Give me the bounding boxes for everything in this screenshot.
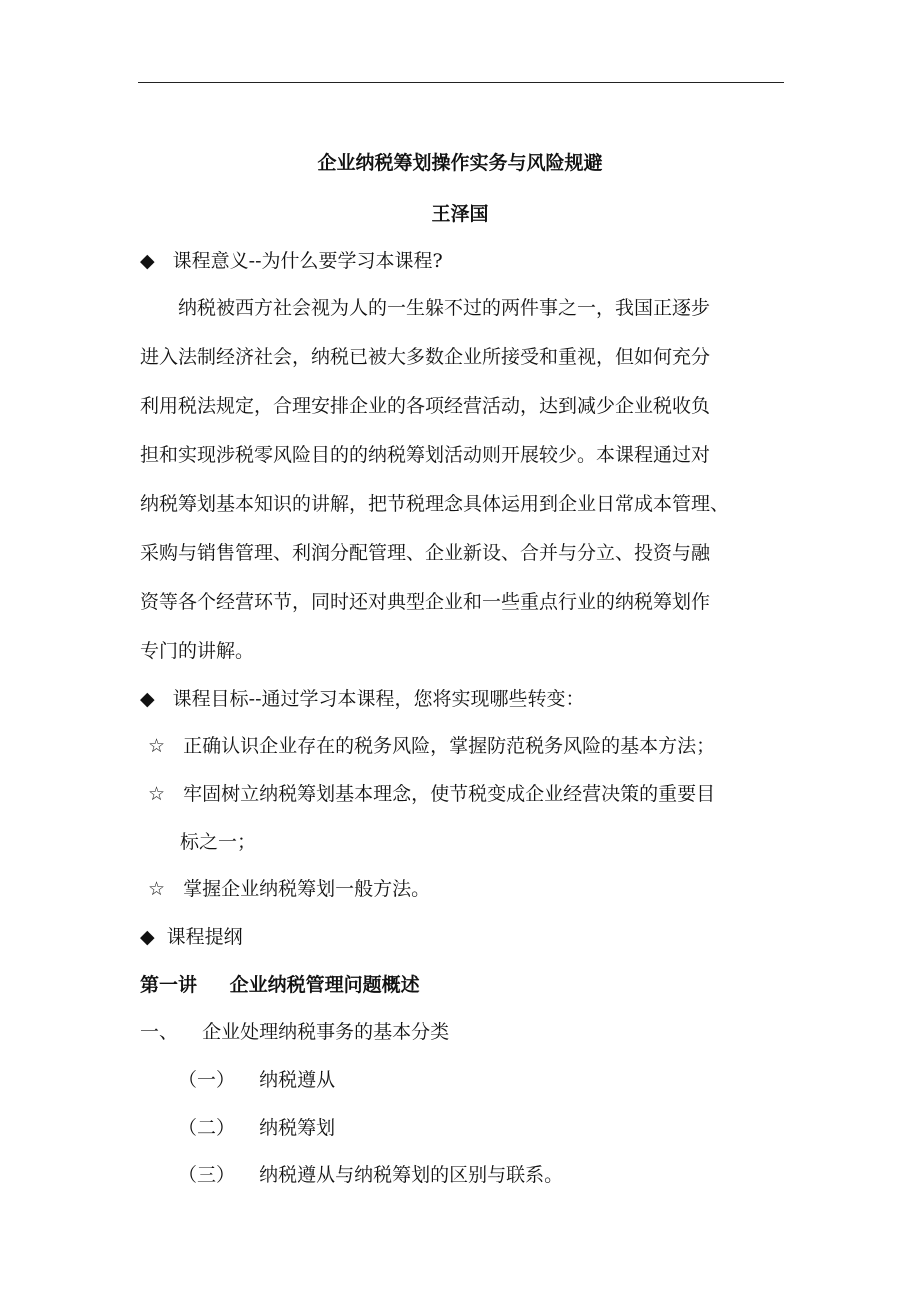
paragraph-line: 利用税法规定，合理安排企业的各项经营活动，达到减少企业税收负 bbox=[140, 395, 711, 417]
paragraph-line: 担和实现涉税零风险目的的纳税筹划活动则开展较少。本课程通过对 bbox=[140, 444, 711, 466]
section-goals-heading bbox=[140, 690, 585, 709]
paragraph-line: 专门的讲解。 bbox=[140, 640, 255, 662]
star-bullet-icon: ☆ bbox=[148, 735, 166, 757]
paragraph-line: 资等各个经营环节，同时还对典型企业和一些重点行业的纳税筹划作 bbox=[140, 591, 711, 613]
diamond-bullet-icon: ◆ bbox=[140, 688, 155, 710]
star-bullet-icon: ☆ bbox=[148, 878, 166, 900]
part-number: 一、 bbox=[140, 1021, 179, 1043]
paragraph-line: 纳税被西方社会视为人的一生躲不过的两件事之一，我国正逐步 bbox=[178, 297, 711, 319]
goal-text-continuation: 标之一； bbox=[180, 831, 257, 853]
paragraph-line: 进入法制经济社会，纳税已被大多数企业所接受和重视，但如何充分 bbox=[140, 346, 711, 368]
subitem bbox=[178, 1071, 335, 1090]
subitem-text: 纳税遵从与纳税筹划的区别与联系。 bbox=[259, 1164, 564, 1186]
subitem-number: （三） bbox=[178, 1164, 236, 1186]
goal-text: 正确认识企业存在的税务风险，掌握防范税务风险的基本方法； bbox=[183, 735, 716, 757]
goal-item bbox=[148, 785, 715, 804]
lecture-label: 第一讲 bbox=[140, 974, 198, 996]
paragraph-line: 采购与销售管理、利润分配管理、企业新设、合并与分立、投资与融 bbox=[140, 542, 711, 564]
author-name: 王泽国 bbox=[431, 203, 489, 225]
section-outline-heading bbox=[140, 928, 243, 947]
subitem bbox=[178, 1119, 335, 1138]
section-meaning-heading bbox=[140, 252, 443, 271]
diamond-bullet-icon: ◆ bbox=[140, 250, 155, 272]
header-rule bbox=[138, 82, 784, 83]
document-title: 企业纳税筹划操作实务与风险规避 bbox=[317, 152, 603, 174]
lecture-title: 企业纳税管理问题概述 bbox=[229, 974, 420, 996]
part-title: 企业处理纳税事务的基本分类 bbox=[202, 1021, 450, 1043]
subitem bbox=[178, 1166, 563, 1185]
paragraph-line: 纳税筹划基本知识的讲解，把节税理念具体运用到企业日常成本管理、 bbox=[140, 493, 730, 515]
goal-text: 牢固树立纳税筹划基本理念，使节税变成企业经营决策的重要目 bbox=[183, 783, 716, 805]
goal-item bbox=[148, 737, 715, 756]
subitem-text: 纳税遵从 bbox=[259, 1069, 336, 1091]
subitem-number: （二） bbox=[178, 1117, 236, 1139]
section-heading-text: 课程意义--为什么要学习本课程? bbox=[172, 250, 443, 272]
goal-item bbox=[148, 880, 430, 899]
subitem-number: （一） bbox=[178, 1069, 236, 1091]
star-bullet-icon: ☆ bbox=[148, 783, 166, 805]
section-heading-text: 课程提纲 bbox=[166, 926, 243, 948]
goal-text: 掌握企业纳税筹划一般方法。 bbox=[183, 878, 431, 900]
lecture-heading bbox=[140, 976, 420, 995]
subitem-text: 纳税筹划 bbox=[259, 1117, 336, 1139]
section-heading-text: 课程目标--通过学习本课程，您将实现哪些转变： bbox=[172, 688, 585, 710]
part-heading bbox=[140, 1023, 449, 1042]
diamond-bullet-icon: ◆ bbox=[140, 926, 155, 948]
